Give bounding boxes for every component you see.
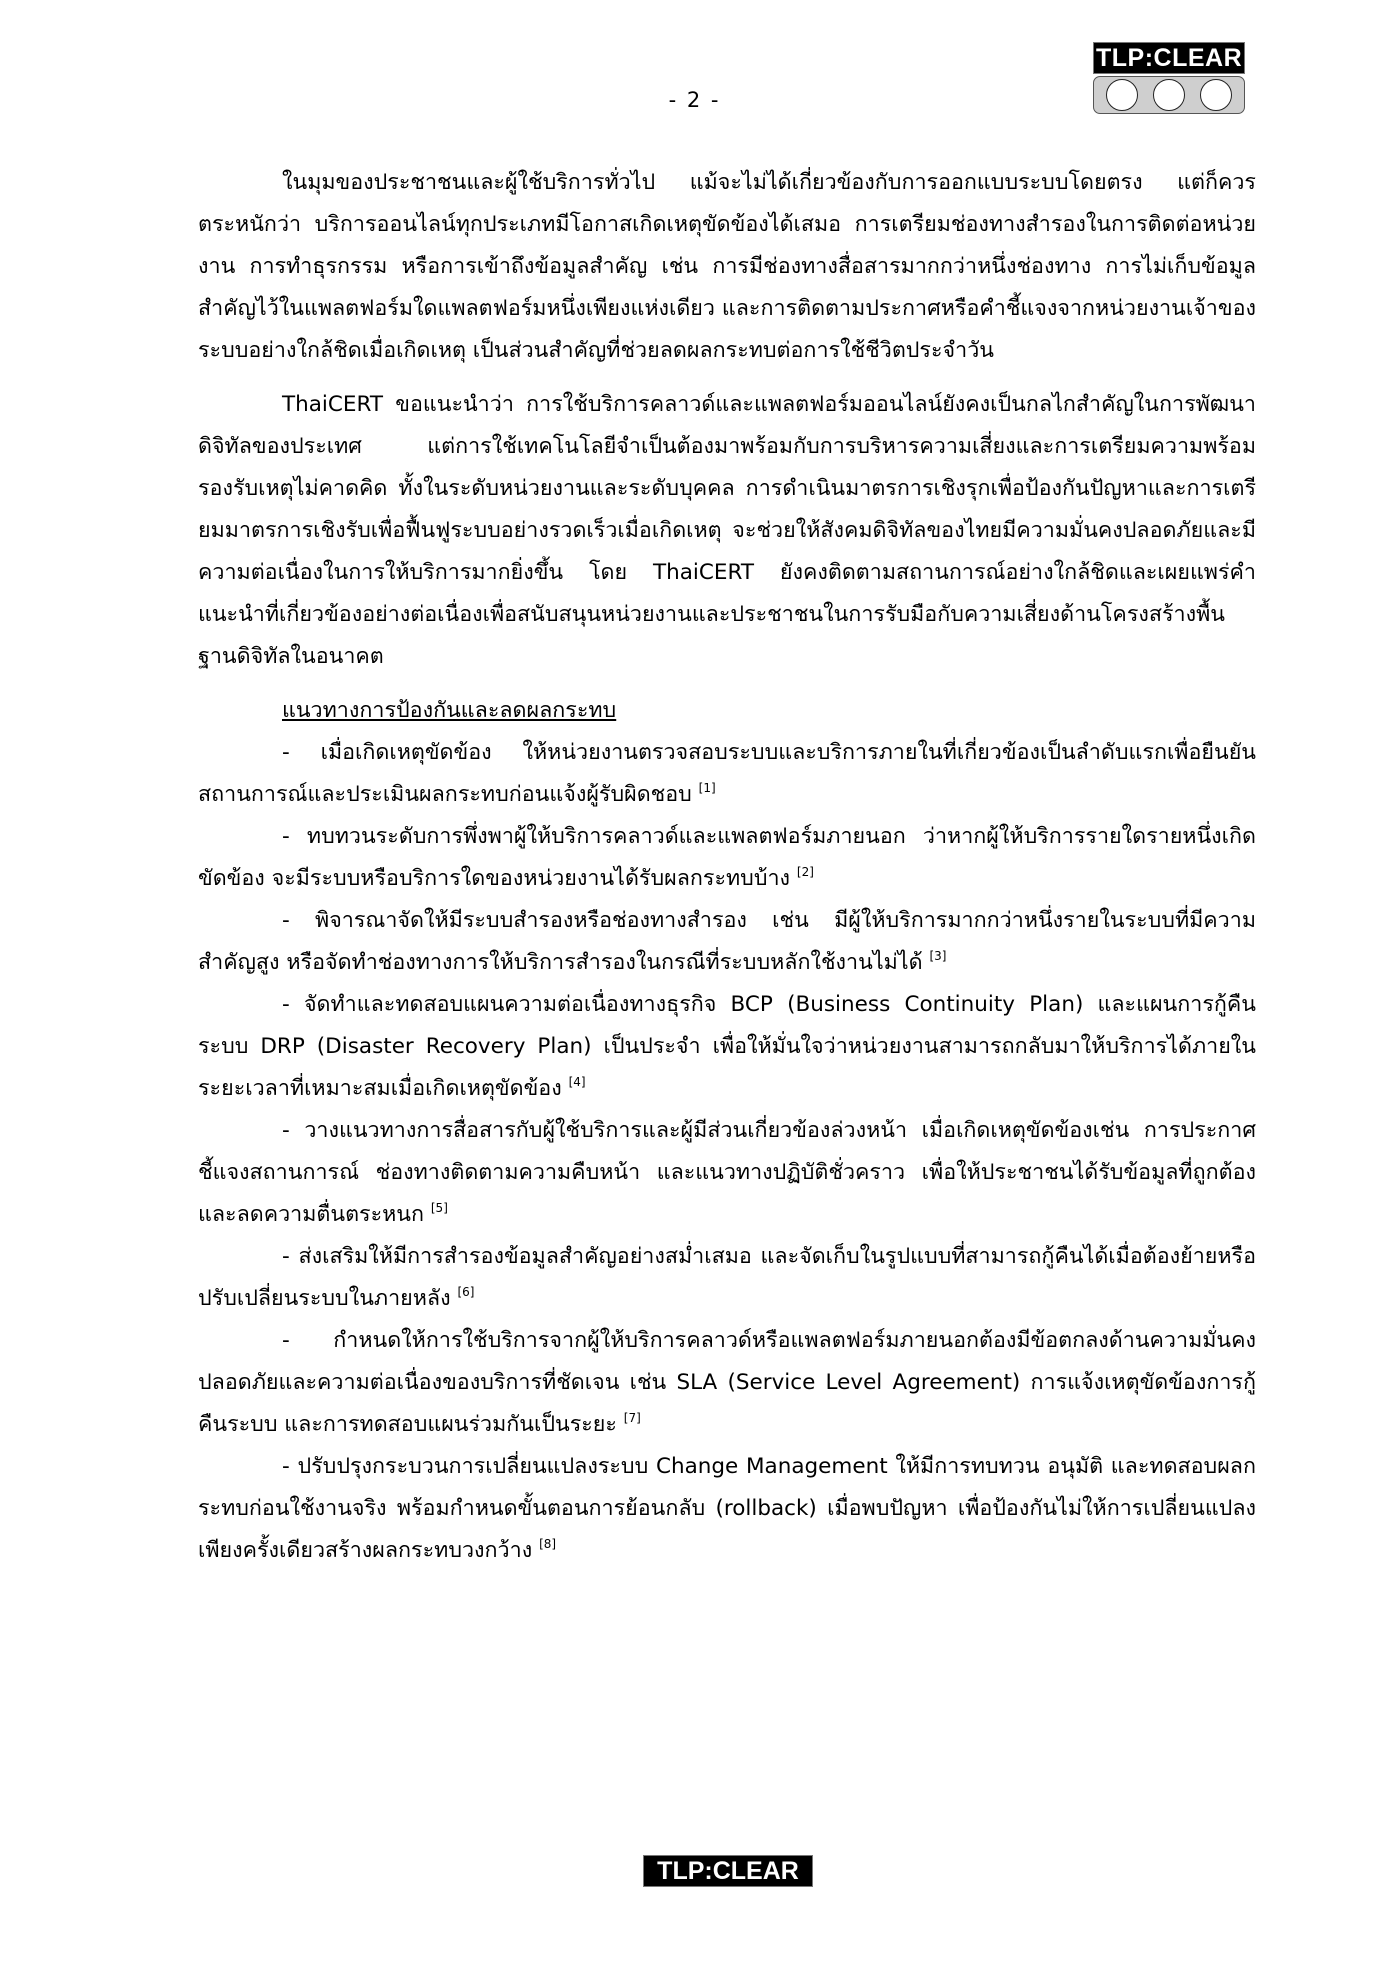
tlp-label: TLP:CLEAR bbox=[1093, 42, 1245, 74]
bullet-text: - กำหนดให้การใช้บริการจากผู้ให้บริการคลาวด์หรือแพลตฟอร์มภายนอกต้องมีข้อตกลงด้านความมั่นคงปลอดภัยและความต่อเนื่องของบริการที่ชัดเจน เช่น SLA (Service Level Agreement) การแจ้งเหตุขัดข้องการกู้คืนระบบ และการทดสอบแผนร่วมกันเป็นระยะ bbox=[198, 1328, 1256, 1437]
bullet-text: - เมื่อเกิดเหตุขัดข้อง ให้หน่วยงานตรวจสอบระบบและบริการภายในที่เกี่ยวข้องเป็นลำดับแรกเพื่อยืนยันสถานการณ์และประเมินผลกระทบก่อนแจ้งผู้รับผิดชอบ bbox=[198, 740, 1256, 807]
bullet-item bbox=[198, 732, 1256, 816]
bullet-text: - ส่งเสริมให้มีการสำรองข้อมูลสำคัญอย่างสม่ำเสมอ และจัดเก็บในรูปแบบที่สามารถกู้คืนได้เมื่อต้องย้ายหรือปรับเปลี่ยนระบบในภายหลัง bbox=[198, 1244, 1256, 1311]
reference-mark: [5] bbox=[430, 1201, 448, 1215]
reference-mark: [4] bbox=[568, 1075, 586, 1089]
bullet-item bbox=[198, 984, 1256, 1110]
tlp-footer-label: TLP:CLEAR bbox=[643, 1855, 813, 1887]
reference-mark: [7] bbox=[623, 1411, 641, 1425]
reference-mark: [3] bbox=[929, 949, 947, 963]
reference-mark: [2] bbox=[796, 865, 814, 879]
bullet-item bbox=[198, 816, 1256, 900]
bullet-text: - ทบทวนระดับการพึ่งพาผู้ให้บริการคลาวด์และแพลตฟอร์มภายนอก ว่าหากผู้ให้บริการรายใดรายหนึ่งเกิดขัดข้อง จะมีระบบหรือบริการใดของหน่วยงานได้รับผลกระทบบ้าง bbox=[198, 824, 1256, 891]
bullet-text: - จัดทำและทดสอบแผนความต่อเนื่องทางธุรกิจ BCP (Business Continuity Plan) และแผนการกู้คืนระบบ DRP (Disaster Recovery Plan) เป็นประจำ เพื่อให้มั่นใจว่าหน่วยงานสามารถกลับมาให้บริการได้ภายในระยะเวลาที่เหมาะสมเมื่อเกิดเหตุขัดข้อง bbox=[198, 992, 1256, 1101]
paragraph: ThaiCERT ขอแนะนำว่า การใช้บริการคลาวด์และแพลตฟอร์มออนไลน์ยังคงเป็นกลไกสำคัญในการพัฒนาดิจิทัลของประเทศ แต่การใช้เทคโนโลยีจำเป็นต้องมาพร้อมกับการบริหารความเสี่ยงและการเตรียมความพร้อมรองรับเหตุไม่คาดคิด ทั้งในระดับหน่วยงานและระดับบุคคล การดำเนินมาตรการเชิงรุกเพื่อป้องกันปัญหาและการเตรียมมาตรการเชิงรับเพื่อฟื้นฟูระบบอย่างรวดเร็วเมื่อเกิดเหตุ จะช่วยให้สังคมดิจิทัลของไทยมีความมั่นคงปลอดภัยและมีความต่อเนื่องในการให้บริการมากยิ่งขึ้น โดย ThaiCERT ยังคงติดตามสถานการณ์อย่างใกล้ชิดและเผยแพร่คำแนะนำที่เกี่ยวข้องอย่างต่อเนื่องเพื่อสนับสนุนหน่วยงานและประชาชนในการรับมือกับความเสี่ยงด้านโครงสร้างพื้นฐานดิจิทัลในอนาคต bbox=[198, 392, 1256, 669]
section-heading: แนวทางการป้องกันและลดผลกระทบ bbox=[282, 698, 617, 723]
reference-mark: [6] bbox=[457, 1285, 475, 1299]
document-body bbox=[198, 162, 1256, 1572]
bullet-item bbox=[198, 1320, 1256, 1446]
reference-mark: [1] bbox=[698, 781, 716, 795]
paragraph: ในมุมของประชาชนและผู้ใช้บริการทั่วไป แม้จะไม่ได้เกี่ยวข้องกับการออกแบบระบบโดยตรง แต่ก็ควรตระหนักว่า บริการออนไลน์ทุกประเภทมีโอกาสเกิดเหตุขัดข้องได้เสมอ การเตรียมช่องทางสำรองในการติดต่อหน่วยงาน การทำธุรกรรม หรือการเข้าถึงข้อมูลสำคัญ เช่น การมีช่องทางสื่อสารมากกว่าหนึ่งช่องทาง การไม่เก็บข้อมูลสำคัญไว้ในแพลตฟอร์มใดแพลตฟอร์มหนึ่งเพียงแห่งเดียว และการติดตามประกาศหรือคำชี้แจงจากหน่วยงานเจ้าของระบบอย่างใกล้ชิดเมื่อเกิดเหตุ เป็นส่วนสำคัญที่ช่วยลดผลกระทบต่อการใช้ชีวิตประจำวัน bbox=[198, 170, 1256, 363]
bullet-item bbox=[198, 1446, 1256, 1572]
page-number: - 2 - bbox=[668, 88, 721, 112]
bullet-text: - ปรับปรุงกระบวนการเปลี่ยนแปลงระบบ Change Management ให้มีการทบทวน อนุมัติ และทดสอบผลกระทบก่อนใช้งานจริง พร้อมกำหนดขั้นตอนการย้อนกลับ (rollback) เมื่อพบปัญหา เพื่อป้องกันไม่ให้การเปลี่ยนแปลงเพียงครั้งเดียวสร้างผลกระทบวงกว้าง bbox=[198, 1454, 1256, 1563]
bullet-item bbox=[198, 1236, 1256, 1320]
bullet-item bbox=[198, 900, 1256, 984]
bullet-text: - วางแนวทางการสื่อสารกับผู้ใช้บริการและผู้มีส่วนเกี่ยวข้องล่วงหน้า เมื่อเกิดเหตุขัดข้องเช่น การประกาศชี้แจงสถานการณ์ ช่องทางติดตามความคืบหน้า และแนวทางปฏิบัติชั่วคราว เพื่อให้ประชาชนได้รับข้อมูลที่ถูกต้องและลดความตื่นตระหนก bbox=[198, 1118, 1256, 1227]
bullet-item bbox=[198, 1110, 1256, 1236]
reference-mark: [8] bbox=[539, 1537, 557, 1551]
bullet-text: - พิจารณาจัดให้มีระบบสำรองหรือช่องทางสำรอง เช่น มีผู้ให้บริการมากกว่าหนึ่งรายในระบบที่มีความสำคัญสูง หรือจัดทำช่องทางการให้บริการสำรองในกรณีที่ระบบหลักใช้งานไม่ได้ bbox=[198, 908, 1256, 975]
